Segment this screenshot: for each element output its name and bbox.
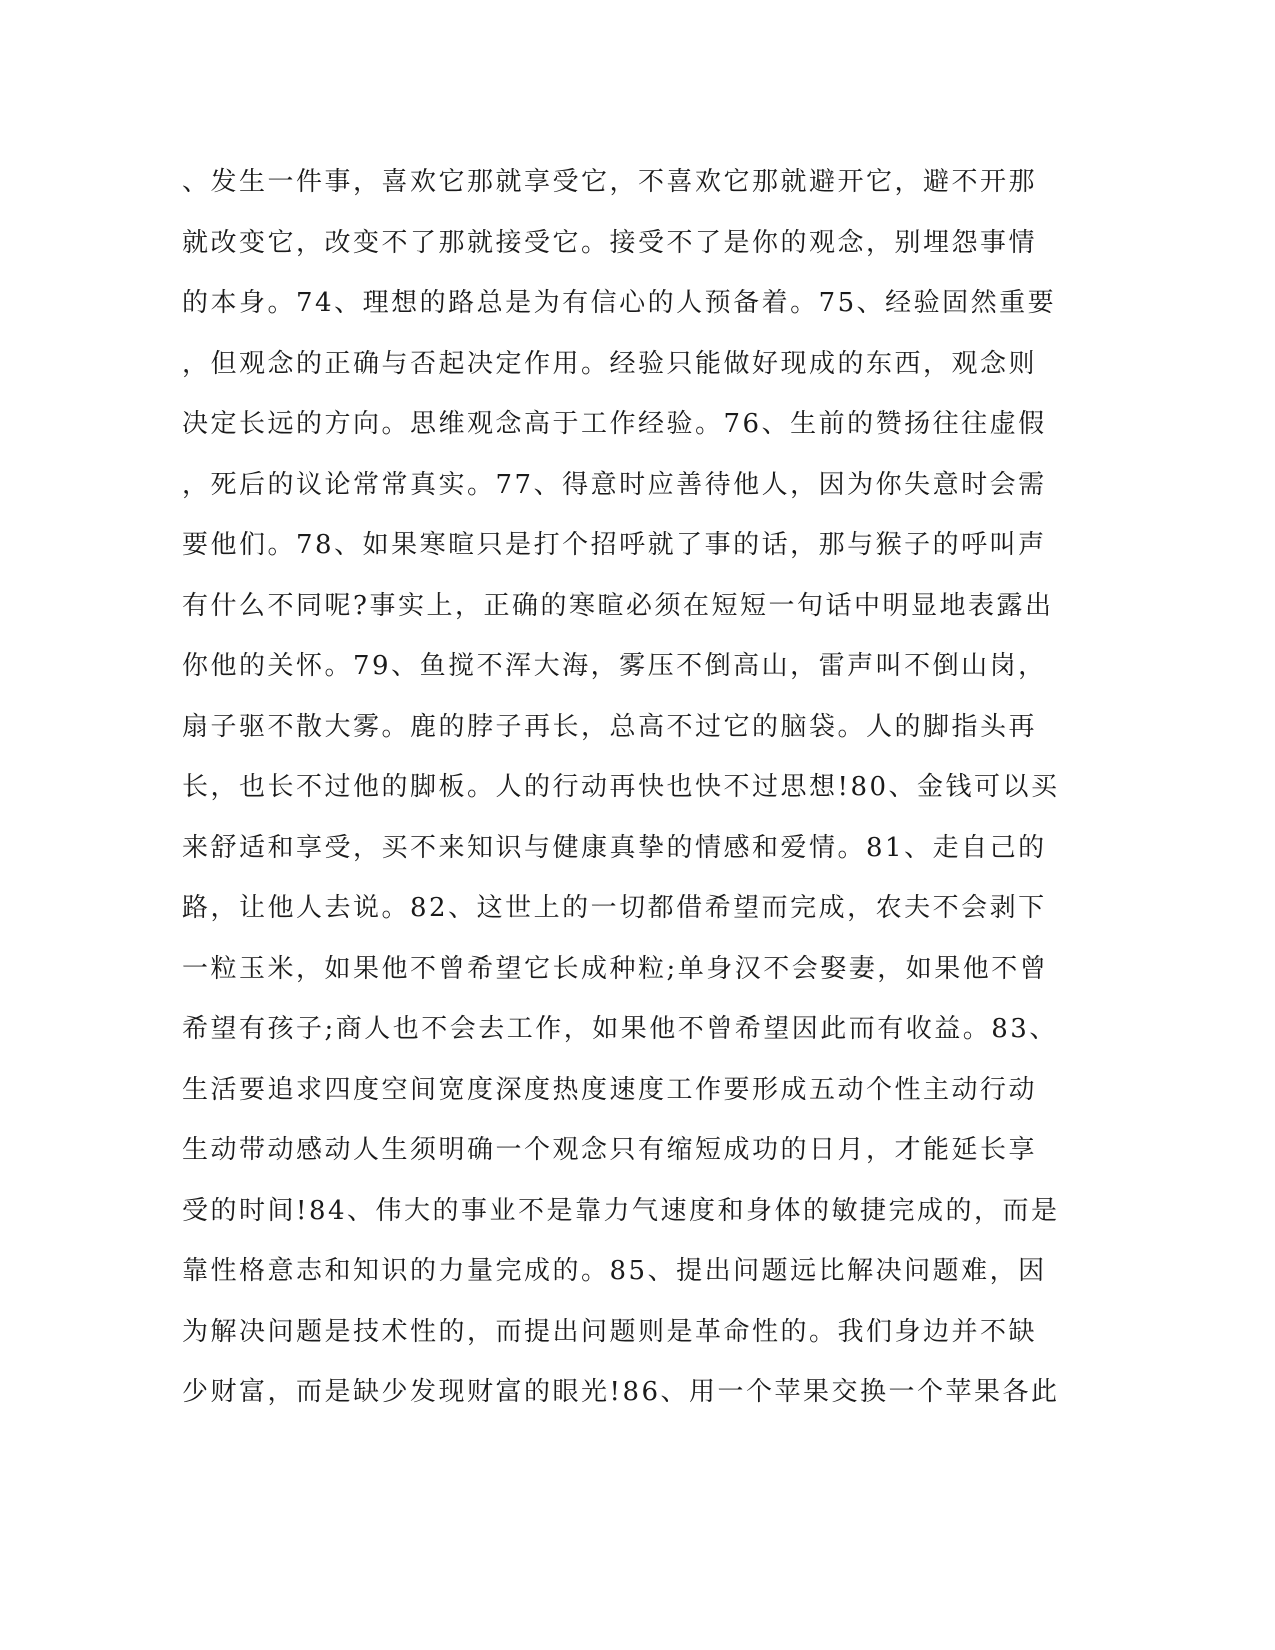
- text-line: 来舒适和享受，买不来知识与健康真挚的情感和爱情。81、走自己的: [182, 832, 1047, 863]
- text-line: 受的时间!84、伟大的事业不是靠力气速度和身体的敏捷完成的，而是: [182, 1195, 1060, 1226]
- text-line: 为解决问题是技术性的，而提出问题则是革命性的。我们身边并不缺: [182, 1316, 1038, 1347]
- text-line: ，死后的议论常常真实。77、得意时应善待他人，因为你失意时会需: [182, 469, 1047, 500]
- text-line: 的本身。74、理想的路总是为有信心的人预备着。75、经验固然重要: [182, 288, 1057, 318]
- text-line: 要他们。78、如果寒暄只是打个招呼就了事的话，那与猴子的呼叫声: [182, 530, 1047, 560]
- text-line: 生动带动感动人生须明确一个观念只有缩短成功的日月，才能延长享: [182, 1135, 1038, 1165]
- text-line: 决定长远的方向。思维观念高于工作经验。76、生前的赞扬往往虚假: [182, 409, 1047, 439]
- text-line: 路，让他人去说。82、这世上的一切都借希望而完成，农夫不会剥下: [182, 893, 1047, 923]
- text-line: 就改变它，改变不了那就接受它。接受不了是你的观念，别埋怨事情: [182, 227, 1038, 258]
- text-line: 你他的关怀。79、鱼搅不浑大海，雾压不倒高山，雷声叫不倒山岗，: [182, 651, 1047, 681]
- text-line: 有什么不同呢?事实上，正确的寒暄必须在短短一句话中明显地表露出: [182, 590, 1054, 621]
- text-line: ，但观念的正确与否起决定作用。经验只能做好现成的东西，观念则: [182, 348, 1038, 379]
- text-line: 扇子驱不散大雾。鹿的脖子再长，总高不过它的脑袋。人的脚指头再: [182, 711, 1038, 742]
- text-line: 一粒玉米，如果他不曾希望它长成种粒;单身汉不会娶妻，如果他不曾: [182, 953, 1049, 984]
- text-line: 靠性格意志和知识的力量完成的。85、提出问题远比解决问题难，因: [182, 1256, 1047, 1286]
- body-text: [182, 152, 1060, 1423]
- text-line: 长，也长不过他的脚板。人的行动再快也快不过思想!80、金钱可以买: [182, 772, 1060, 802]
- text-line: 少财富，而是缺少发现财富的眼光!86、用一个苹果交换一个苹果各此: [182, 1377, 1060, 1407]
- text-line: 、发生一件事，喜欢它那就享受它，不喜欢它那就避开它，避不开那: [182, 167, 1038, 197]
- text-line: 生活要追求四度空间宽度深度热度速度工作要形成五动个性主动行动: [182, 1074, 1038, 1105]
- text-line: 希望有孩子;商人也不会去工作，如果他不曾希望因此而有收益。83、: [182, 1014, 1058, 1044]
